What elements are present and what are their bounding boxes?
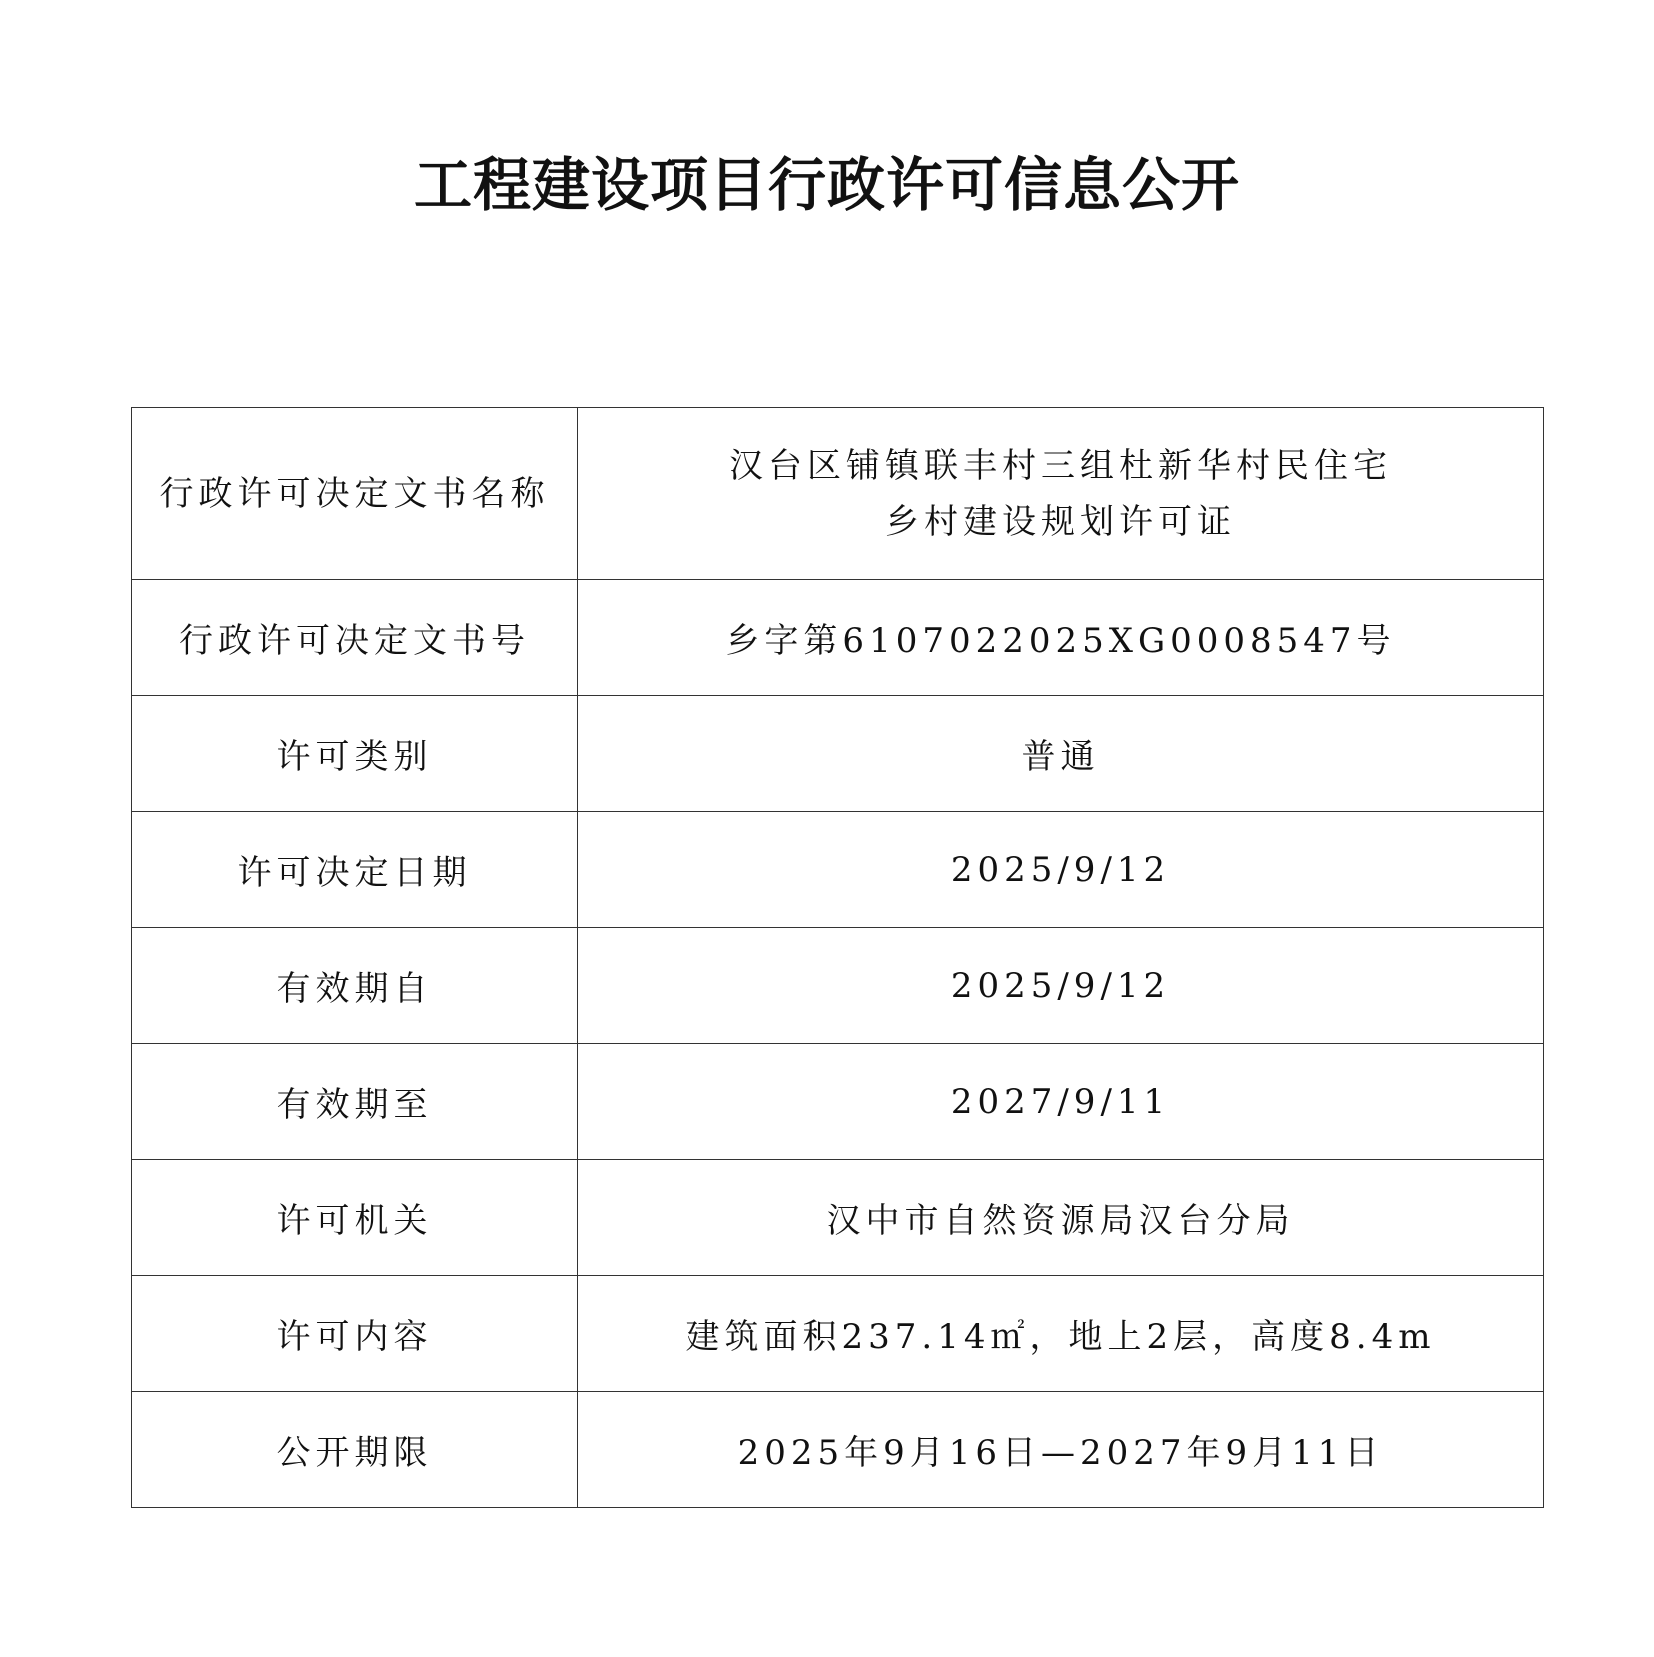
row-label: 公开期限 bbox=[132, 1392, 578, 1508]
table-row-valid-until bbox=[132, 1044, 1544, 1160]
row-label: 许可机关 bbox=[132, 1160, 578, 1276]
row-value: 汉中市自然资源局汉台分局 bbox=[578, 1160, 1544, 1276]
table-row-document-number bbox=[132, 580, 1544, 696]
row-label: 行政许可决定文书号 bbox=[132, 580, 578, 696]
table-row-permit-content bbox=[132, 1276, 1544, 1392]
table-row-document-name bbox=[132, 408, 1544, 580]
row-label: 许可决定日期 bbox=[132, 812, 578, 928]
row-value: 普通 bbox=[578, 696, 1544, 812]
table-row-permit-authority bbox=[132, 1160, 1544, 1276]
row-value: 2025/9/12 bbox=[578, 812, 1544, 928]
row-label: 有效期自 bbox=[132, 928, 578, 1044]
row-value bbox=[578, 408, 1544, 580]
row-label: 许可类别 bbox=[132, 696, 578, 812]
value-line-1: 汉台区铺镇联丰村三组杜新华村民住宅 bbox=[729, 445, 1392, 486]
table-row-decision-date bbox=[132, 812, 1544, 928]
table-row-valid-from bbox=[132, 928, 1544, 1044]
row-value: 乡字第6107022025XG0008547号 bbox=[578, 580, 1544, 696]
row-label: 有效期至 bbox=[132, 1044, 578, 1160]
row-value: 2025年9月16日—2027年9月11日 bbox=[578, 1392, 1544, 1508]
table-row-permit-category bbox=[132, 696, 1544, 812]
row-value: 2027/9/11 bbox=[578, 1044, 1544, 1160]
table-row-disclosure-period bbox=[132, 1392, 1544, 1508]
row-label: 许可内容 bbox=[132, 1276, 578, 1392]
row-label: 行政许可决定文书名称 bbox=[132, 408, 578, 580]
permit-info-table bbox=[131, 407, 1544, 1508]
row-value: 建筑面积237.14㎡，地上2层，高度8.4m bbox=[578, 1276, 1544, 1392]
page-title: 工程建设项目行政许可信息公开 bbox=[413, 151, 1240, 219]
value-line-2: 乡村建设规划许可证 bbox=[885, 501, 1236, 542]
row-value: 2025/9/12 bbox=[578, 928, 1544, 1044]
